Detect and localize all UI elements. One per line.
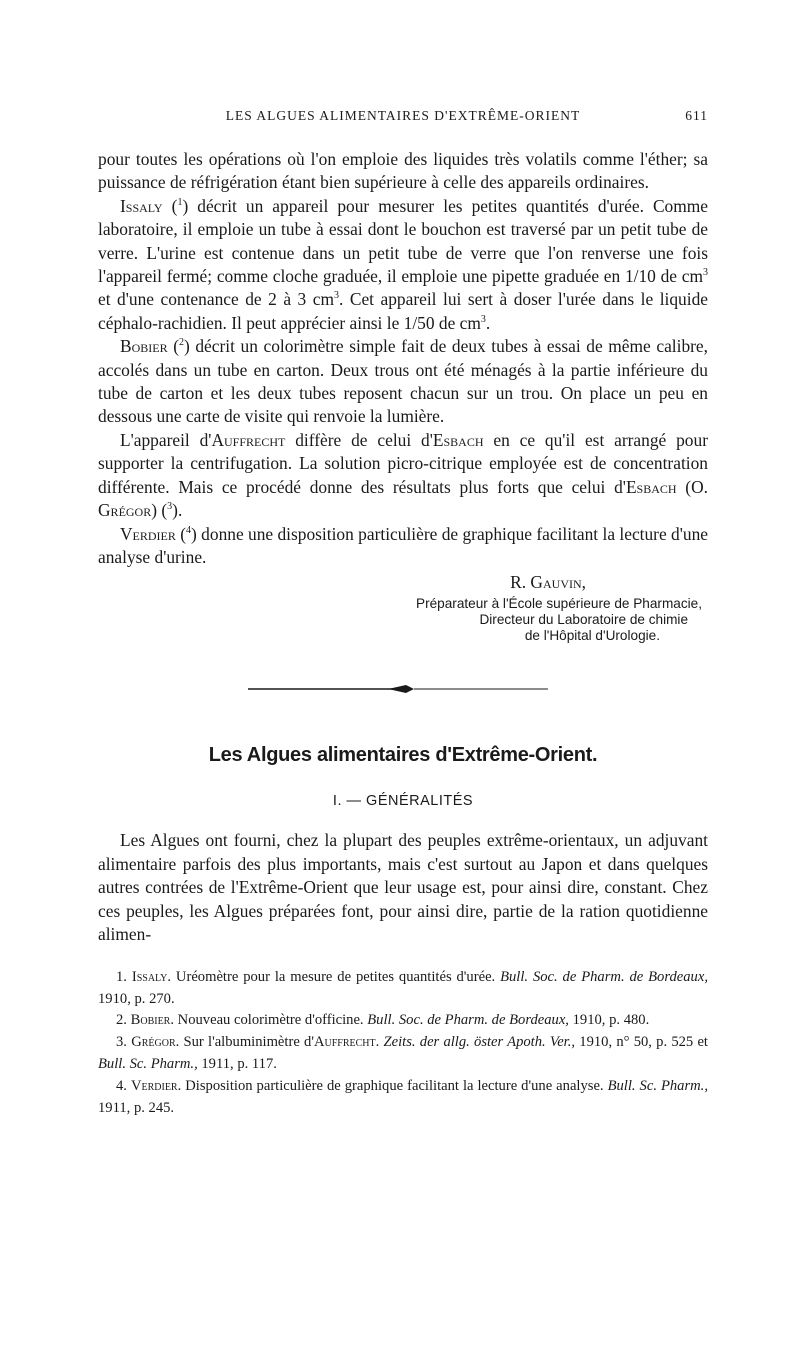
footnote-text: Disposition particulière de graphique facilitant la lecture d'une analyse. bbox=[185, 1077, 604, 1094]
author-name: Issaly bbox=[120, 195, 163, 216]
text: . Cet appareil lui sert à doser l'urée dans le liquide céphalo-rachidien. Il peut apprécier ainsi le 1/50 de cm bbox=[98, 289, 709, 333]
footnote-journal: Bull. Soc. de Pharm. de Bordeaux, bbox=[367, 1012, 569, 1029]
text: L'appareil d' bbox=[120, 429, 212, 450]
footnote-ref: 1 bbox=[177, 197, 183, 209]
footnote-citation: 1910, p. 270. bbox=[98, 990, 175, 1007]
footnote-author: Verdier. bbox=[130, 1077, 182, 1094]
text: décrit un appareil pour mesurer les petites quantités d'urée. Comme laboratoire, il emploie un tube à essai dont le bouchon est traversé par un petit tube de verre. L'urine est contenue dans un petit tube de verre que l'on renverse une fois l'appareil fermé; comme cloche graduée, il emploie une pipette graduée en 1/10 de cm bbox=[98, 195, 709, 287]
author-name: Esbach bbox=[625, 476, 677, 497]
footnote-author: Issaly. bbox=[131, 968, 172, 985]
running-head-title: LES ALGUES ALIMENTAIRES D'EXTRÊME-ORIENT bbox=[225, 108, 581, 123]
article-paragraph: Les Algues ont fourni, chez la plupart des peuples extrême-orientaux, un adjuvant alimentaire parfois des plus importants, mais c'est surtout au Japon et dans quelques autres contrées de l'Extrême-Orient que leur usage est, pour ainsi dire, constant. Chez ces peuples, les Algues préparées font, pour ainsi dire, partie de la ration quotidienne alimen- bbox=[98, 830, 708, 945]
text: . bbox=[485, 312, 491, 333]
signature bbox=[98, 571, 708, 594]
text: donne une disposition particulière de graphique facilitant la lecture d'une analyse d'urine. bbox=[98, 523, 708, 567]
previous-article-body bbox=[98, 148, 708, 569]
section-heading: I. — GÉNÉRALITÉS bbox=[332, 793, 474, 810]
text: et d'une contenance de 2 à 3 cm bbox=[98, 289, 334, 310]
footnote-text: Uréomètre pour la mesure de petites quantités d'urée. bbox=[175, 968, 496, 985]
text: ) bbox=[151, 500, 158, 521]
paragraph-issaly: Issaly ($^1$) décrit un appareil pour mesurer les petites quantités d'urée. Comme laboratoire, il emploie un tube à essai dont le bouchon est traversé par un petit tube de verre. L'urine est contenue dans un petit tube de verre que l'on renverse une fois l'appareil fermé; comme cloche graduée, il emploie une pipette graduée en 1/10 de $cm^3$ et d'une contenance de 2 à 3 $cm^3$. Cet appareil lui sert à doser l'urée dans le liquide céphalo-rachidien. Il peut apprécier ainsi le 1/50 de $cm^3$. bbox=[98, 195, 709, 333]
footnote-citation: 1910, p. 480. bbox=[572, 1012, 650, 1029]
ornamental-divider bbox=[98, 682, 708, 694]
footnote-author: Bobier. bbox=[130, 1012, 174, 1029]
footnote-author: Grégor. bbox=[131, 1034, 180, 1051]
text: diffère de celui d' bbox=[295, 429, 433, 450]
footnotes bbox=[98, 967, 708, 1120]
author-name: Verdier bbox=[120, 523, 176, 544]
article-body bbox=[98, 829, 708, 947]
superscript: 3 bbox=[703, 267, 708, 279]
footnote-2 bbox=[98, 1010, 708, 1032]
affiliation-line: Préparateur à l'École supérieure de Pharmacie, bbox=[416, 596, 702, 612]
signature-name: Gauvin, bbox=[530, 572, 586, 593]
paragraph-auffrecht: L'appareil d'Auffrecht diffère de celui d'Esbach en ce qu'il est arrangé pour supporter la centrifugation. La solution picro-citrique employée est de concentration différente. Mais ce procédé donne des résultats plus forts que celui d'Esbach (O. Grégor) ($^3$). bbox=[98, 429, 708, 521]
footnote-number: 1. bbox=[116, 968, 127, 985]
footnote-number: 3. bbox=[116, 1034, 127, 1051]
author-name: Auffrecht bbox=[211, 429, 286, 450]
footnote-journal: Bull. Sc. Pharm., bbox=[98, 1056, 198, 1072]
footnote-ref: 3 bbox=[167, 501, 173, 513]
footnote-4 bbox=[98, 1076, 708, 1120]
affiliation-line: de l'Hôpital d'Urologie. bbox=[524, 628, 660, 644]
footnote-citation: 1911, p. 117. bbox=[201, 1056, 277, 1072]
text: en ce qu'il est arrangé pour supporter la centrifugation. La solution picro-citrique employée est de concentration différente. Mais ce procédé donne des résultats plus forts que celui d' bbox=[98, 429, 708, 497]
footnote-journal: Zeits. der allg. öster Apoth. Ver., bbox=[383, 1034, 576, 1051]
paragraph-verdier: Verdier ($^4$) donne une disposition particulière de graphique facilitant la lecture d'une analyse d'urine. bbox=[98, 523, 708, 567]
author-name: Bobier bbox=[120, 336, 168, 357]
running-head bbox=[98, 108, 708, 130]
superscript: 3 bbox=[334, 290, 339, 302]
footnote-1 bbox=[98, 967, 708, 1011]
footnote-text: 1910, n° 50, p. 525 et bbox=[579, 1034, 708, 1051]
text: décrit un colorimètre simple fait de deux tubes à essai de même calibre, accolés dans un tube en carton. Deux trous ont été ménagés à la partie inférieure du tube de carton et les deux tubes reposent chacun sur un trou. On place un peu en dessous une carte de visite qui renvoie la lumière. bbox=[98, 336, 709, 427]
paragraph-bobier: Bobier ($^2$) décrit un colorimètre simple fait de deux tubes à essai de même calibre, accolés dans un tube en carton. Deux trous ont été ménagés à la partie inférieure du tube de carton et les deux tubes reposent chacun sur un trou. On place un peu en dessous une carte de visite qui renvoie la lumière. bbox=[98, 336, 709, 427]
footnote-journal: Bull. Soc. de Pharm. de Bordeaux, bbox=[500, 968, 708, 985]
footnote-text: Nouveau colorimètre d'officine. bbox=[177, 1012, 364, 1029]
footnote-ref: 4 bbox=[186, 524, 192, 536]
page-number: 611 bbox=[685, 108, 708, 123]
footnote-ref: 2 bbox=[178, 337, 184, 349]
author-name: Esbach bbox=[432, 429, 484, 450]
page bbox=[98, 108, 708, 1119]
footnote-text: Sur l'albuminimètre d' bbox=[183, 1034, 314, 1051]
superscript: 3 bbox=[480, 314, 486, 326]
footnote-name: Auffrecht. bbox=[313, 1034, 380, 1051]
footnote-number: 2. bbox=[116, 1012, 127, 1029]
footnote-3 bbox=[98, 1032, 708, 1076]
affiliation-line: Directeur du Laboratoire de chimie bbox=[479, 612, 688, 628]
paragraph-1: pour toutes les opérations où l'on emploie des liquides très volatils comme l'éther; sa puissance de réfrigération étant bien supérieure à celle des appareils ordinaires. bbox=[98, 149, 708, 193]
text: (O. bbox=[685, 476, 708, 497]
affiliation bbox=[98, 596, 708, 644]
article-title: Les Algues alimentaires d'Extrême-Orient. bbox=[208, 744, 598, 767]
footnote-journal: Bull. Sc. Pharm., bbox=[607, 1077, 708, 1094]
text: . bbox=[177, 500, 183, 521]
footnote-number: 4. bbox=[116, 1077, 127, 1094]
divider-rule-icon bbox=[248, 683, 558, 695]
author-name: Grégor bbox=[98, 500, 152, 521]
signature-initial: R. bbox=[510, 572, 527, 593]
footnote-citation: 1911, p. 245. bbox=[98, 1099, 175, 1116]
